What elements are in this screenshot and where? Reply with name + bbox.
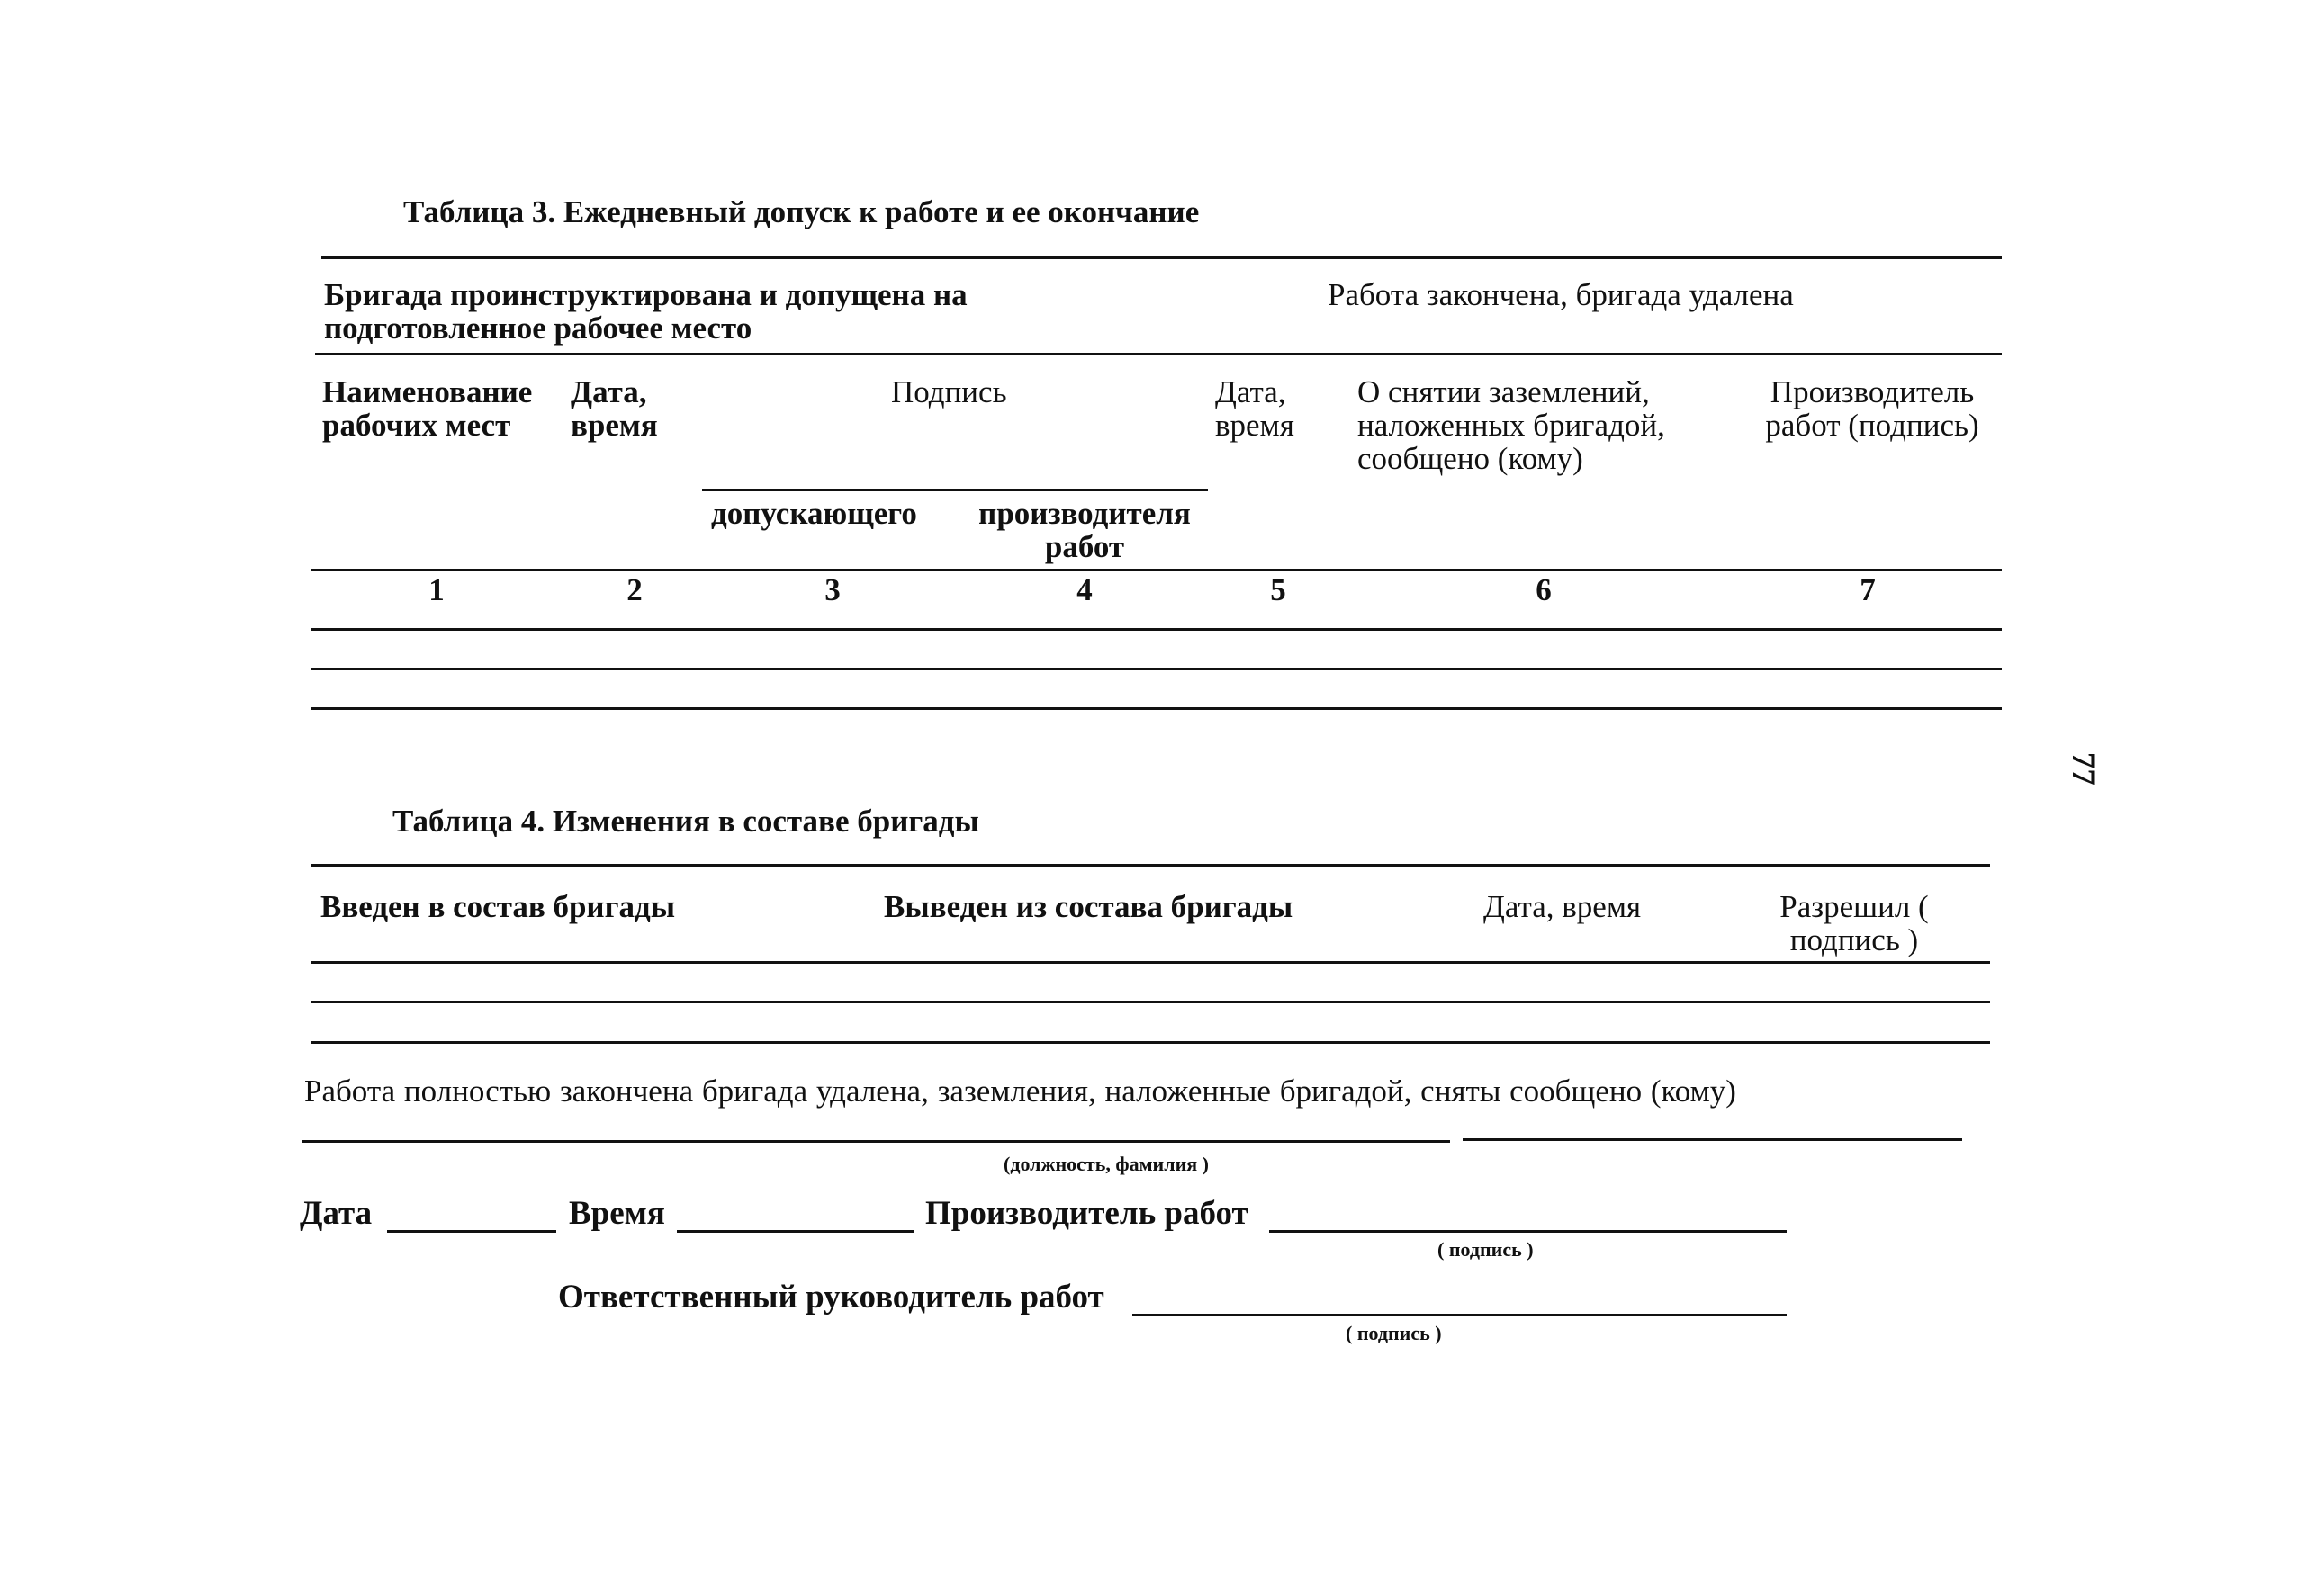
table4-col1-header: Введен в состав бригады — [320, 889, 676, 924]
completion-statement: Работа полностью закончена бригада удалена, заземления, наложенные бригадой, сняты сообщено (кому) — [304, 1073, 1736, 1109]
table3-group-left: Бригада проинструктирована и допущена на подготовленное рабочее место — [324, 277, 968, 346]
table3-row-rule — [311, 668, 2002, 670]
page-number: 77 — [2064, 751, 2102, 786]
table3-number-3: 3 — [824, 572, 841, 607]
position-line-left — [302, 1140, 1450, 1143]
time-field — [677, 1230, 914, 1233]
table3-col5-header: Дата, время — [1215, 374, 1294, 443]
table3-header-rule — [311, 569, 2002, 571]
date-label: Дата — [300, 1195, 373, 1232]
table3-number-4: 4 — [1076, 572, 1093, 607]
table4-top-rule — [311, 864, 1990, 867]
table3-top-rule — [321, 256, 2002, 259]
table3-title: Таблица 3. Ежедневный допуск к работе и ее окончание — [403, 194, 1200, 229]
foreman-label: Производитель работ — [925, 1195, 1248, 1232]
responsible-signature-field — [1132, 1314, 1787, 1316]
table3-signature-header: Подпись — [891, 374, 1007, 409]
table3-group-right: Работа закончена, бригада удалена — [1328, 277, 1794, 312]
table3-col2-header: Дата, время — [571, 374, 658, 443]
table3-number-7: 7 — [1860, 572, 1876, 607]
responsible-label: Ответственный руководитель работ — [558, 1279, 1104, 1316]
table4-col2-header: Выведен из состава бригады — [884, 889, 1293, 924]
time-label: Время — [569, 1195, 665, 1232]
table3-col3-header: допускающего — [711, 496, 917, 531]
table3-col7-header: Производитель работ (подпись) — [1765, 374, 1979, 443]
table3-number-5: 5 — [1270, 572, 1286, 607]
position-caption: (должность, фамилия ) — [1004, 1153, 1209, 1175]
table3-col6-header: О снятии заземлений, наложенных бригадой, сообщено (кому) — [1357, 374, 1665, 476]
table3-col4-header: производителя работ — [978, 496, 1191, 564]
table4-row-rule — [311, 1041, 1990, 1044]
table3-col1-header: Наименование рабочих мест — [322, 374, 533, 443]
date-field — [387, 1230, 556, 1233]
table4-row-rule — [311, 961, 1990, 964]
table4-col3-header: Дата, время — [1483, 889, 1642, 924]
table4-title: Таблица 4. Изменения в составе бригады — [392, 804, 979, 839]
foreman-signature-field — [1269, 1230, 1787, 1233]
table3-number-1: 1 — [428, 572, 445, 607]
table3-signature-rule — [702, 489, 1208, 491]
table3-number-6: 6 — [1536, 572, 1552, 607]
table3-row-rule — [311, 707, 2002, 710]
signature-caption-responsible: ( подпись ) — [1346, 1322, 1442, 1344]
position-line-right — [1463, 1138, 1962, 1141]
table4-row-rule — [311, 1001, 1990, 1003]
table3-number-2: 2 — [626, 572, 643, 607]
table3-row-rule — [311, 628, 2002, 631]
table3-group-rule — [315, 353, 2002, 355]
table4-col4-header: Разрешил ( подпись ) — [1779, 889, 1929, 957]
signature-caption-foreman: ( подпись ) — [1437, 1238, 1534, 1261]
